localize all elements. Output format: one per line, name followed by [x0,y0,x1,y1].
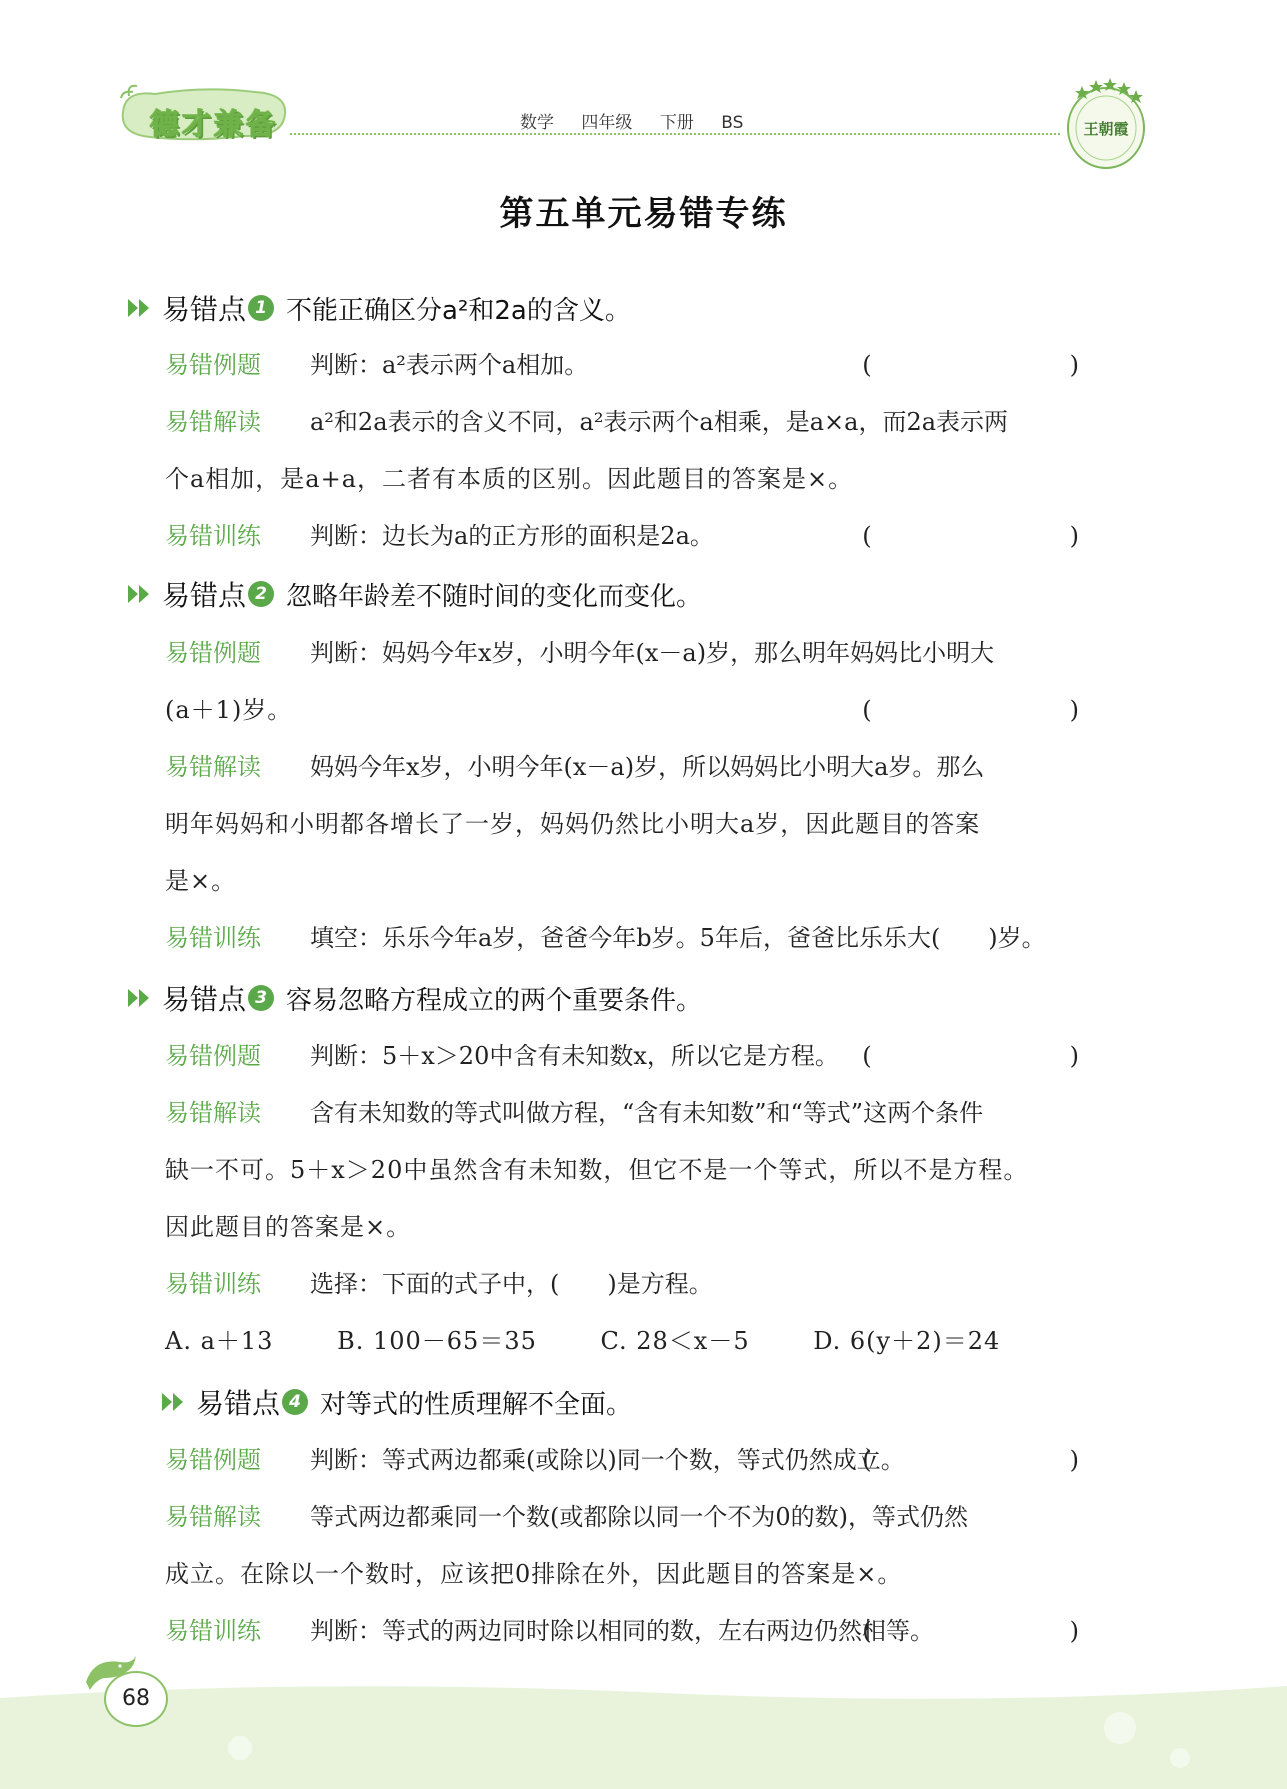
practice-label: 易错训练 [165,924,261,952]
explain-line-1: 含有未知数的等式叫做方程，“含有未知数”和“等式”这两个条件 [310,1099,984,1127]
section-2-example [165,633,1129,673]
explain-label: 易错解读 [165,1503,261,1531]
explain-line-3: 因此题目的答案是×。 [165,1213,412,1241]
section-1-title: 不能正确区分a²和2a的含义。 [286,295,631,326]
footer-wave-decoration [0,1678,1287,1789]
section-3-number: 3 [248,985,274,1011]
explain-label: 易错解读 [165,1099,261,1127]
section-1-label: 易错点 [162,293,247,326]
practice-text: 判断：等式的两边同时除以相同的数，左右两边仍然相等。 [310,1617,934,1645]
answer-blank[interactable]: ( ) [862,351,1129,379]
practice-label: 易错训练 [165,1270,261,1298]
section-3-label: 易错点 [162,983,247,1016]
section-4-practice [165,1611,1129,1651]
section-2-explain [165,747,1129,787]
section-1-example [165,345,1129,385]
double-arrow-icon [128,583,154,605]
publisher-badge-seal [1062,76,1150,174]
header-subject: 数学 [520,113,554,133]
section-3-practice [165,1264,1129,1304]
section-1-explain [165,402,1129,442]
example-label: 易错例题 [165,639,261,667]
section-3-title: 容易忽略方程成立的两个重要条件。 [286,985,703,1016]
header-edition: BS [721,113,744,133]
section-4-example [165,1440,1129,1480]
explain-line-1: a²和2a表示的含义不同，a²表示两个a相乘，是a×a，而2a表示两 [310,408,1009,436]
section-2-title: 忽略年龄差不随时间的变化而变化。 [286,581,703,612]
explain-line-3: 是×。 [165,867,237,895]
example-line-2: (a＋1)岁。 [165,696,293,724]
example-text: 判断：5＋x＞20中含有未知数x，所以它是方程。 [310,1042,839,1070]
header-grade: 四年级 [581,113,633,133]
brand-logo-text: 德才兼备 [150,107,279,141]
practice-text: 选择：下面的式子中，( )是方程。 [310,1270,713,1298]
example-label: 易错例题 [165,351,261,379]
section-4-title: 对等式的性质理解不全面。 [320,1389,633,1420]
option-b[interactable]: B. 100－65＝35 [337,1327,537,1355]
practice-text: 判断：边长为a的正方形的面积是2a。 [310,522,714,550]
explain-line-1: 等式两边都乘同一个数(或都除以同一个不为0的数)，等式仍然 [310,1503,968,1531]
option-d[interactable]: D. 6(y＋2)＝24 [813,1327,1001,1355]
header-volume: 下册 [659,113,694,133]
answer-blank[interactable]: ( ) [862,1617,1129,1645]
section-2-number: 2 [248,581,274,607]
section-4-label: 易错点 [196,1387,281,1420]
page-number: 68 [104,1671,168,1727]
header-divider [290,133,1060,135]
choice-options [165,1321,1129,1361]
example-label: 易错例题 [165,1042,261,1070]
section-3-heading [128,978,702,1018]
section-1-number: 1 [248,295,274,321]
explain-label: 易错解读 [165,753,261,781]
answer-blank[interactable]: ( ) [862,522,1129,550]
section-1-practice [165,516,1129,556]
section-3-explain [165,1093,1129,1133]
option-a[interactable]: A. a＋13 [165,1327,274,1355]
explain-line-2: 缺一不可。5＋x＞20中虽然含有未知数，但它不是一个等式，所以不是方程。 [165,1156,1029,1184]
section-4-explain [165,1497,1129,1537]
example-line-1: 判断：妈妈今年x岁，小明今年(x－a)岁，那么明年妈妈比小明大 [310,639,995,667]
double-arrow-icon [128,297,154,319]
practice-label: 易错训练 [165,1617,261,1645]
section-2-example-cont [165,690,1129,730]
practice-text: 填空：乐乐今年a岁，爸爸今年b岁。5年后，爸爸比乐乐大( )岁。 [310,924,1046,952]
example-text: 判断：等式两边都乘(或除以)同一个数，等式仍然成立。 [310,1446,905,1474]
section-2-label: 易错点 [162,579,247,612]
example-text: 判断：a²表示两个a相加。 [310,351,589,379]
section-2-heading [128,574,702,614]
answer-blank[interactable]: ( ) [862,696,1129,724]
section-4-heading [162,1382,632,1422]
explain-line-2: 成立。在除以一个数时，应该把0排除在外，因此题目的答案是×。 [165,1560,903,1588]
example-label: 易错例题 [165,1446,261,1474]
explain-line-1: 妈妈今年x岁，小明今年(x－a)岁，所以妈妈比小明大a岁。那么 [310,753,985,781]
double-arrow-icon [162,1391,188,1413]
explain-line-2: 个a相加，是a+a，二者有本质的区别。因此题目的答案是×。 [165,465,854,493]
section-2-practice [165,918,1129,958]
section-1-heading [128,288,631,328]
header-info [520,108,761,133]
option-c[interactable]: C. 28＜x－5 [600,1327,750,1355]
badge-text: 王朝霞 [1083,120,1129,138]
section-4-number: 4 [282,1389,308,1415]
double-arrow-icon [128,987,154,1009]
page-title: 第五单元易错专练 [499,194,788,234]
answer-blank[interactable]: ( ) [862,1446,1129,1474]
explain-line-2: 明年妈妈和小明都各增长了一岁，妈妈仍然比小明大a岁，因此题目的答案 [165,810,981,838]
answer-blank[interactable]: ( ) [862,1042,1129,1070]
practice-label: 易错训练 [165,522,261,550]
explain-label: 易错解读 [165,408,261,436]
section-3-example [165,1036,1129,1076]
